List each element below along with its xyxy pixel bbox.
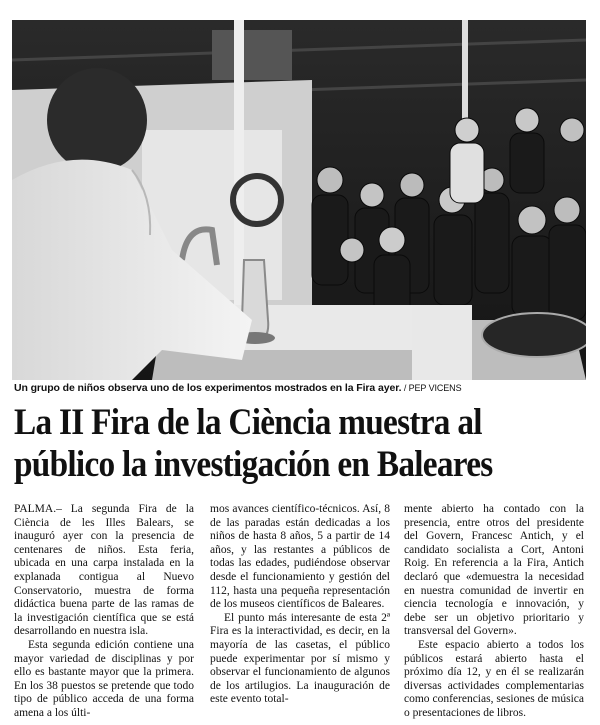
photo-illustration <box>12 20 586 380</box>
article-paragraph: mos avances científico-técnicos. Así, 8 de las paradas están dedicadas a los niños de hasta 8 años, 5 a partir de 14 años, y las restantes a públicos de todas las edades, pudiéndose observar desde el funcionamiento y gestión del 112, hasta una pequeña representación de los museos científicos de Baleares. <box>210 503 390 611</box>
photo-credit: / PEP VICENS <box>401 383 462 393</box>
photo-caption <box>14 382 586 394</box>
article-column-2 <box>210 503 390 707</box>
article-paragraph: PALMA.– La segunda Fira de la Ciència de les Illes Balears, se inauguró ayer con la presencia de centenares de niños. Esta feria, ubicada en una carpa instalada en la explanada contigua al Nuevo Conservatorio, muestra de forma didáctica buena parte de las ramas de la investigación científica que se está desarrollando en nuestra isla. <box>14 503 194 638</box>
headline-line-1: La II Fira de la Ciència muestra al <box>14 402 482 443</box>
headline-line-2: público la investigación en Baleares <box>14 444 493 485</box>
caption-text: Un grupo de niños observa uno de los experimentos mostrados en la Fira ayer. <box>14 382 402 394</box>
article-column-1 <box>14 503 194 721</box>
article-paragraph: Esta segunda edición contiene una mayor variedad de disciplinas y por ello es bastante mayor que la primera. En los 38 puestos se pretende que todo tipo de público acceda de una forma amena a los últi- <box>14 638 194 719</box>
headline <box>14 402 532 486</box>
article-column-3 <box>404 503 584 721</box>
article-paragraph: mente abierto ha contado con la presencia, entre otros del presidente del Govern, Francesc Antich, y el candidato socialista a Cort, Antoni Roig. En referencia a la Fira, Antich declaró que «demuestra la necesidad en nuestra comunidad de invertir en ciencia tecnología e innovación, y debe ser un objetivo prioritario y transversal del Govern». <box>404 503 584 638</box>
article-paragraph: El punto más interesante de esta 2ª Fira es la interactividad, es decir, en la mayoría de las casetas, el público puede experimentar por sí mismo y observar el funcionamiento de algunos de los artilugios. La inauguración de este evento total- <box>210 611 390 706</box>
news-photo <box>12 20 586 380</box>
article-paragraph: Este espacio abierto a todos los públicos estará abierto hasta el próximo día 12, y en él se realizarán diversas actividades complementarias como conferencias, sesiones de música o presentaciones de libros. <box>404 638 584 719</box>
